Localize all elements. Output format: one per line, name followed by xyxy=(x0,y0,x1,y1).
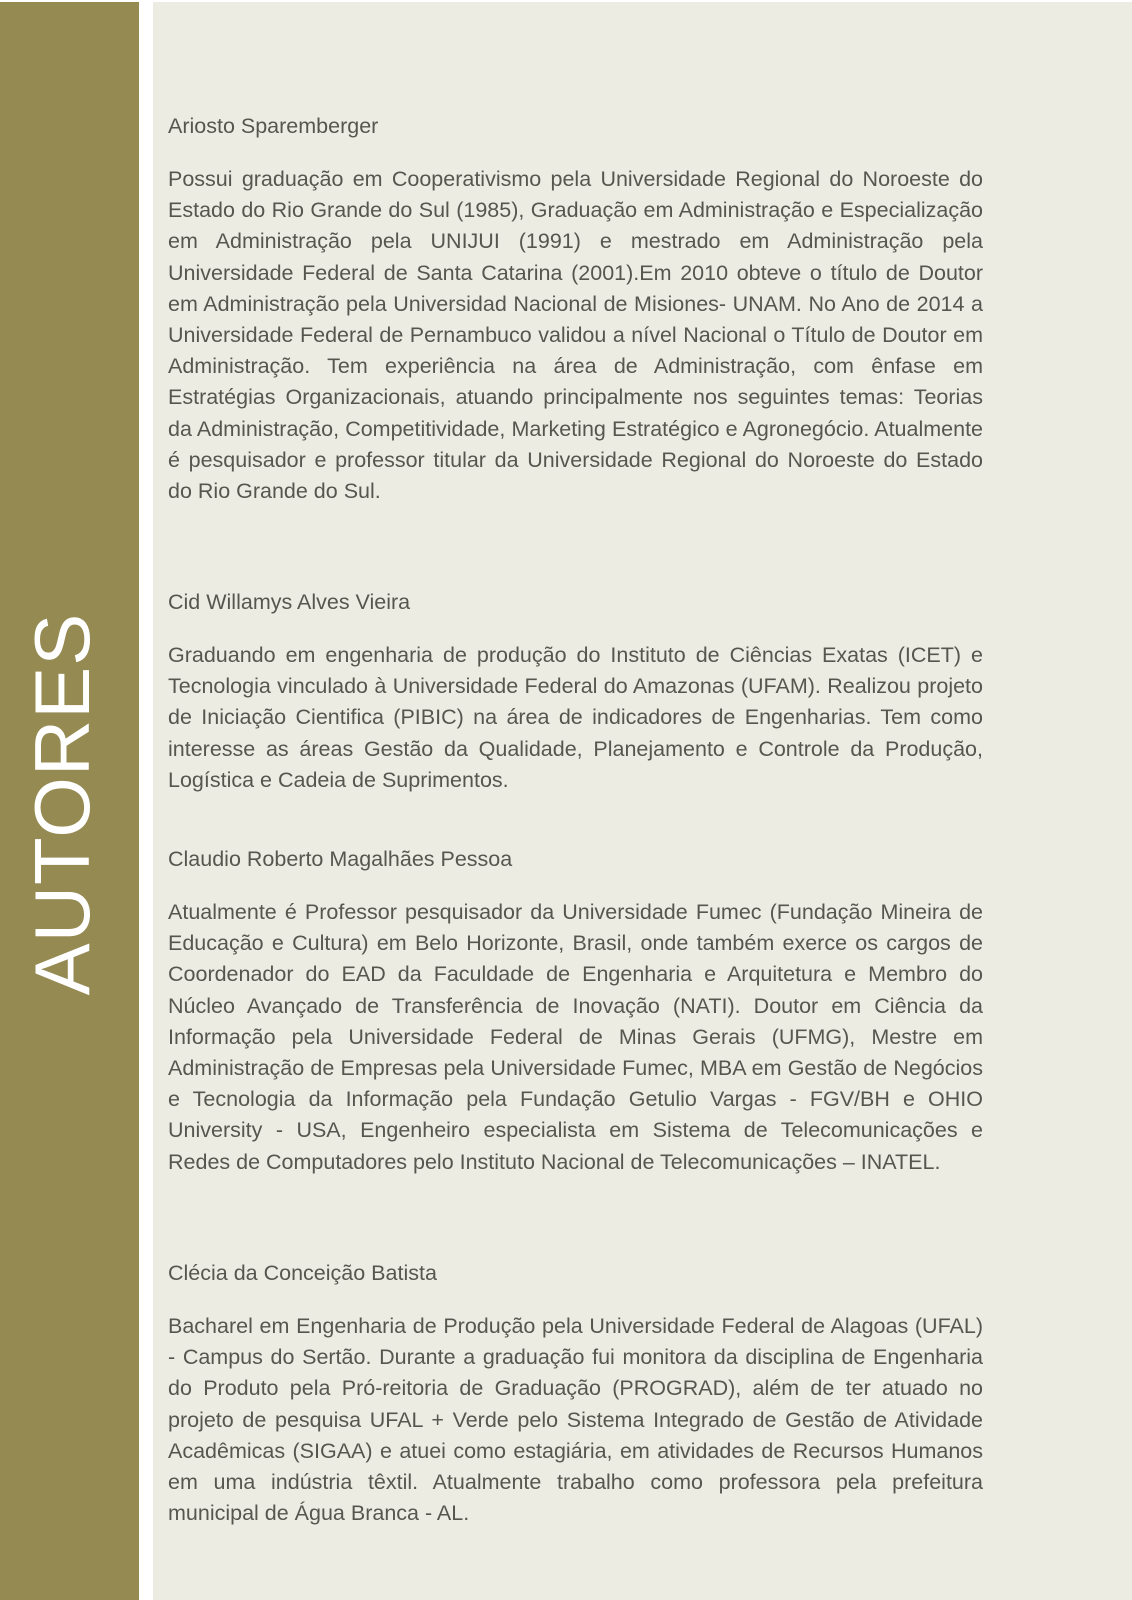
author-name: Claudio Roberto Magalhães Pessoa xyxy=(168,847,513,871)
author-name: Clécia da Conceição Batista xyxy=(168,1261,437,1285)
author-description: Bacharel em Engenharia de Produção pela Universidade Federal de Alagoas (UFAL) - Campus do Sertão. Durante a graduação fui monitora da disciplina de Engenharia do Produto pela Pró-reitoria de Graduação (PROGRAD), além de ter atuado no projeto de pesquisa UFAL + Verde pelo Sistema Integrado de Gestão de Atividade Acadêmicas (SIGAA) e atuei como estagiária, em atividades de Recursos Humanos em uma indústria têxtil. Atualmente trabalho como professora pela prefeitura municipal de Água Branca - AL. xyxy=(168,1314,983,1526)
author-description: Graduando em engenharia de produção do Instituto de Ciências Exatas (ICET) e Tecnologia vinculado à Universidade Federal do Amazonas (UFAM). Realizou projeto de Iniciação Cientifica (PIBIC) na área de indicadores de Engenharias. Tem como interesse as áreas Gestão da Qualidade, Planejamento e Controle da Produção, Logística e Cadeia de Suprimentos. xyxy=(168,643,983,792)
sidebar-title: AUTORES xyxy=(18,612,106,996)
author-bio xyxy=(168,845,983,1178)
author-bio xyxy=(168,1259,983,1529)
author-bio xyxy=(168,588,983,796)
sidebar xyxy=(0,2,139,1600)
author-bio xyxy=(168,112,983,507)
author-description: Atualmente é Professor pesquisador da Universidade Fumec (Fundação Mineira de Educação e Cultura) em Belo Horizonte, Brasil, onde também exerce os cargos de Coordenador do EAD da Faculdade de Engenharia e Arquitetura e Membro do Núcleo Avançado de Transferência de Inovação (NATI). Doutor em Ciência da Informação pela Universidade Federal de Minas Gerais (UFMG), Mestre em Administração de Empresas pela Universidade Fumec, MBA em Gestão de Negócios e Tecnologia da Informação pela Fundação Getulio Vargas - FGV/BH e OHIO University - USA, Engenheiro especialista em Sistema de Telecomunicações e Redes de Computadores pelo Instituto Nacional de Telecomunicações – INATEL. xyxy=(168,900,983,1174)
author-description: Possui graduação em Cooperativismo pela Universidade Regional do Noroeste do Estado do Rio Grande do Sul (1985), Graduação em Administração e Especialização em Administração pela UNIJUI (1991) e mestrado em Administração pela Universidade Federal de Santa Catarina (2001).Em 2010 obteve o título de Doutor em Administração pela Universidad Nacional de Misiones- UNAM. No Ano de 2014 a Universidade Federal de Pernambuco validou a nível Nacional o Título de Doutor em Administração. Tem experiência na área de Administração, com ênfase em Estratégias Organizacionais, atuando principalmente nos seguintes temas: Teorias da Administração, Competitividade, Marketing Estratégico e Agronegócio. Atualmente é pesquisador e professor titular da Universidade Regional do Noroeste do Estado do Rio Grande do Sul. xyxy=(168,167,983,504)
author-name: Cid Willamys Alves Vieira xyxy=(168,590,411,614)
author-name: Ariosto Sparemberger xyxy=(168,114,379,138)
